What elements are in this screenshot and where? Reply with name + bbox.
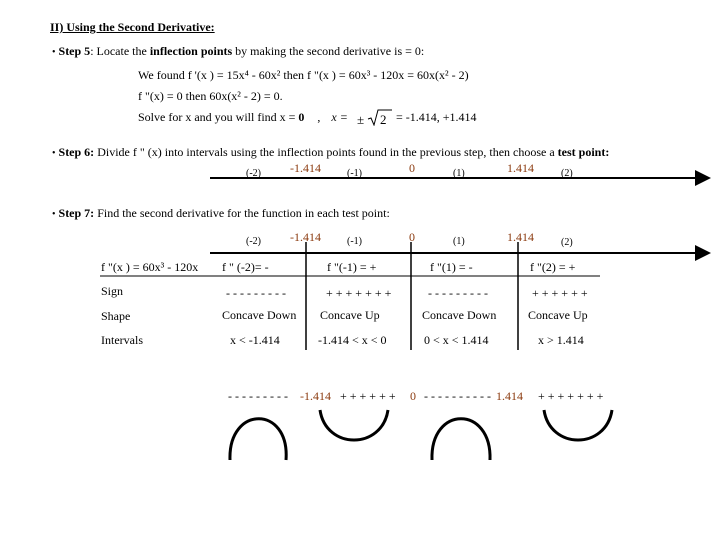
concave-down-shape-1 [230, 419, 286, 460]
inflection-point-2: 0 [409, 161, 415, 175]
solution-x: x = [331, 110, 348, 124]
solution-values: = -1.414, +1.414 [396, 110, 477, 124]
interval-4: x > 1.414 [538, 333, 584, 347]
sign-3: - - - - - - - - - [428, 286, 488, 300]
concave-up-shape-2 [544, 410, 612, 440]
step5-text-a: : Locate the [90, 44, 150, 58]
concave-up-shape-1 [320, 410, 388, 440]
inflection-point-2: 0 [409, 230, 415, 244]
interval-2: -1.414 < x < 0 [318, 333, 387, 347]
step7-text: Find the second derivative for the function in each test point: [94, 206, 390, 220]
plus-minus: ± [357, 112, 365, 127]
bullet-icon: • [52, 148, 56, 159]
step5-label: Step 5 [58, 44, 91, 58]
test-point-4: (2) [561, 168, 573, 179]
test-point-1: (-2) [246, 168, 261, 179]
bullet-icon: • [52, 47, 56, 58]
summary-seg-3: - - - - - - - - - - [424, 389, 491, 403]
test-point-3: (1) [453, 168, 465, 179]
step5-text-b: by making the second derivative is = 0: [232, 44, 425, 58]
inflection-point-1: -1.414 [290, 161, 321, 175]
sign-2: + + + + + + + [326, 286, 392, 300]
summary-seg-4: + + + + + + + [538, 389, 604, 403]
interval-1: x < -1.414 [230, 333, 280, 347]
inflection-point-1: -1.414 [290, 230, 321, 244]
test-point-4: (2) [561, 237, 573, 248]
shape-1: Concave Down [222, 308, 297, 322]
inflection-point-3: 1.414 [507, 230, 534, 244]
step5-derivatives: We found f '(x ) = 15x⁴ - 60x² then f "(x ) = 60x³ - 120x = 60x(x² - 2) [138, 68, 469, 82]
sign-label: Sign [101, 284, 124, 298]
step6-text: Divide f " (x) into intervals using the inflection points found in the previous step, then choose a [94, 145, 558, 159]
test-point-2: (-1) [347, 236, 362, 247]
step5-text-bold: inflection points [149, 44, 233, 58]
step7-label: Step 7: [58, 206, 95, 220]
step6-text-bold: test point: [557, 145, 610, 159]
shape-2: Concave Up [320, 308, 380, 322]
fn-value-3: f "(1) = - [430, 260, 473, 274]
fn-value-2: f "(-1) = + [327, 260, 377, 274]
summary-seg-2: + + + + + + [340, 389, 396, 403]
summary-point-1: -1.414 [300, 389, 331, 403]
step6-label: Step 6: [58, 145, 95, 159]
shape-3: Concave Down [422, 308, 497, 322]
sign-1: - - - - - - - - - [226, 286, 286, 300]
section-heading: II) Using the Second Derivative: [50, 20, 215, 34]
test-point-1: (-2) [246, 236, 261, 247]
function-label: f "(x ) = 60x³ - 120x [101, 260, 199, 274]
separator-comma: , [317, 110, 321, 124]
fn-value-4: f "(2) = + [530, 260, 576, 274]
shape-4: Concave Up [528, 308, 588, 322]
step5-equation: f "(x) = 0 then 60x(x² - 2) = 0. [138, 89, 283, 103]
fn-value-1: f " (-2)= - [222, 260, 269, 274]
sqrt-argument: 2 [380, 112, 387, 127]
step7-line [52, 206, 390, 221]
summary-seg-1: - - - - - - - - - [228, 389, 288, 403]
interval-3: 0 < x < 1.414 [424, 333, 489, 347]
intervals-label: Intervals [101, 333, 143, 347]
bullet-icon: • [52, 209, 56, 220]
solve-text: Solve for x and you will find x = [138, 110, 299, 124]
test-point-3: (1) [453, 236, 465, 247]
summary-point-3: 1.414 [496, 389, 523, 403]
sign-4: + + + + + + [532, 286, 588, 300]
solution-zero: 0 [298, 110, 305, 124]
inflection-point-3: 1.414 [507, 161, 534, 175]
test-point-2: (-1) [347, 168, 362, 179]
concave-down-shape-2 [432, 419, 490, 460]
shape-label: Shape [101, 309, 131, 323]
summary-point-2: 0 [410, 389, 416, 403]
